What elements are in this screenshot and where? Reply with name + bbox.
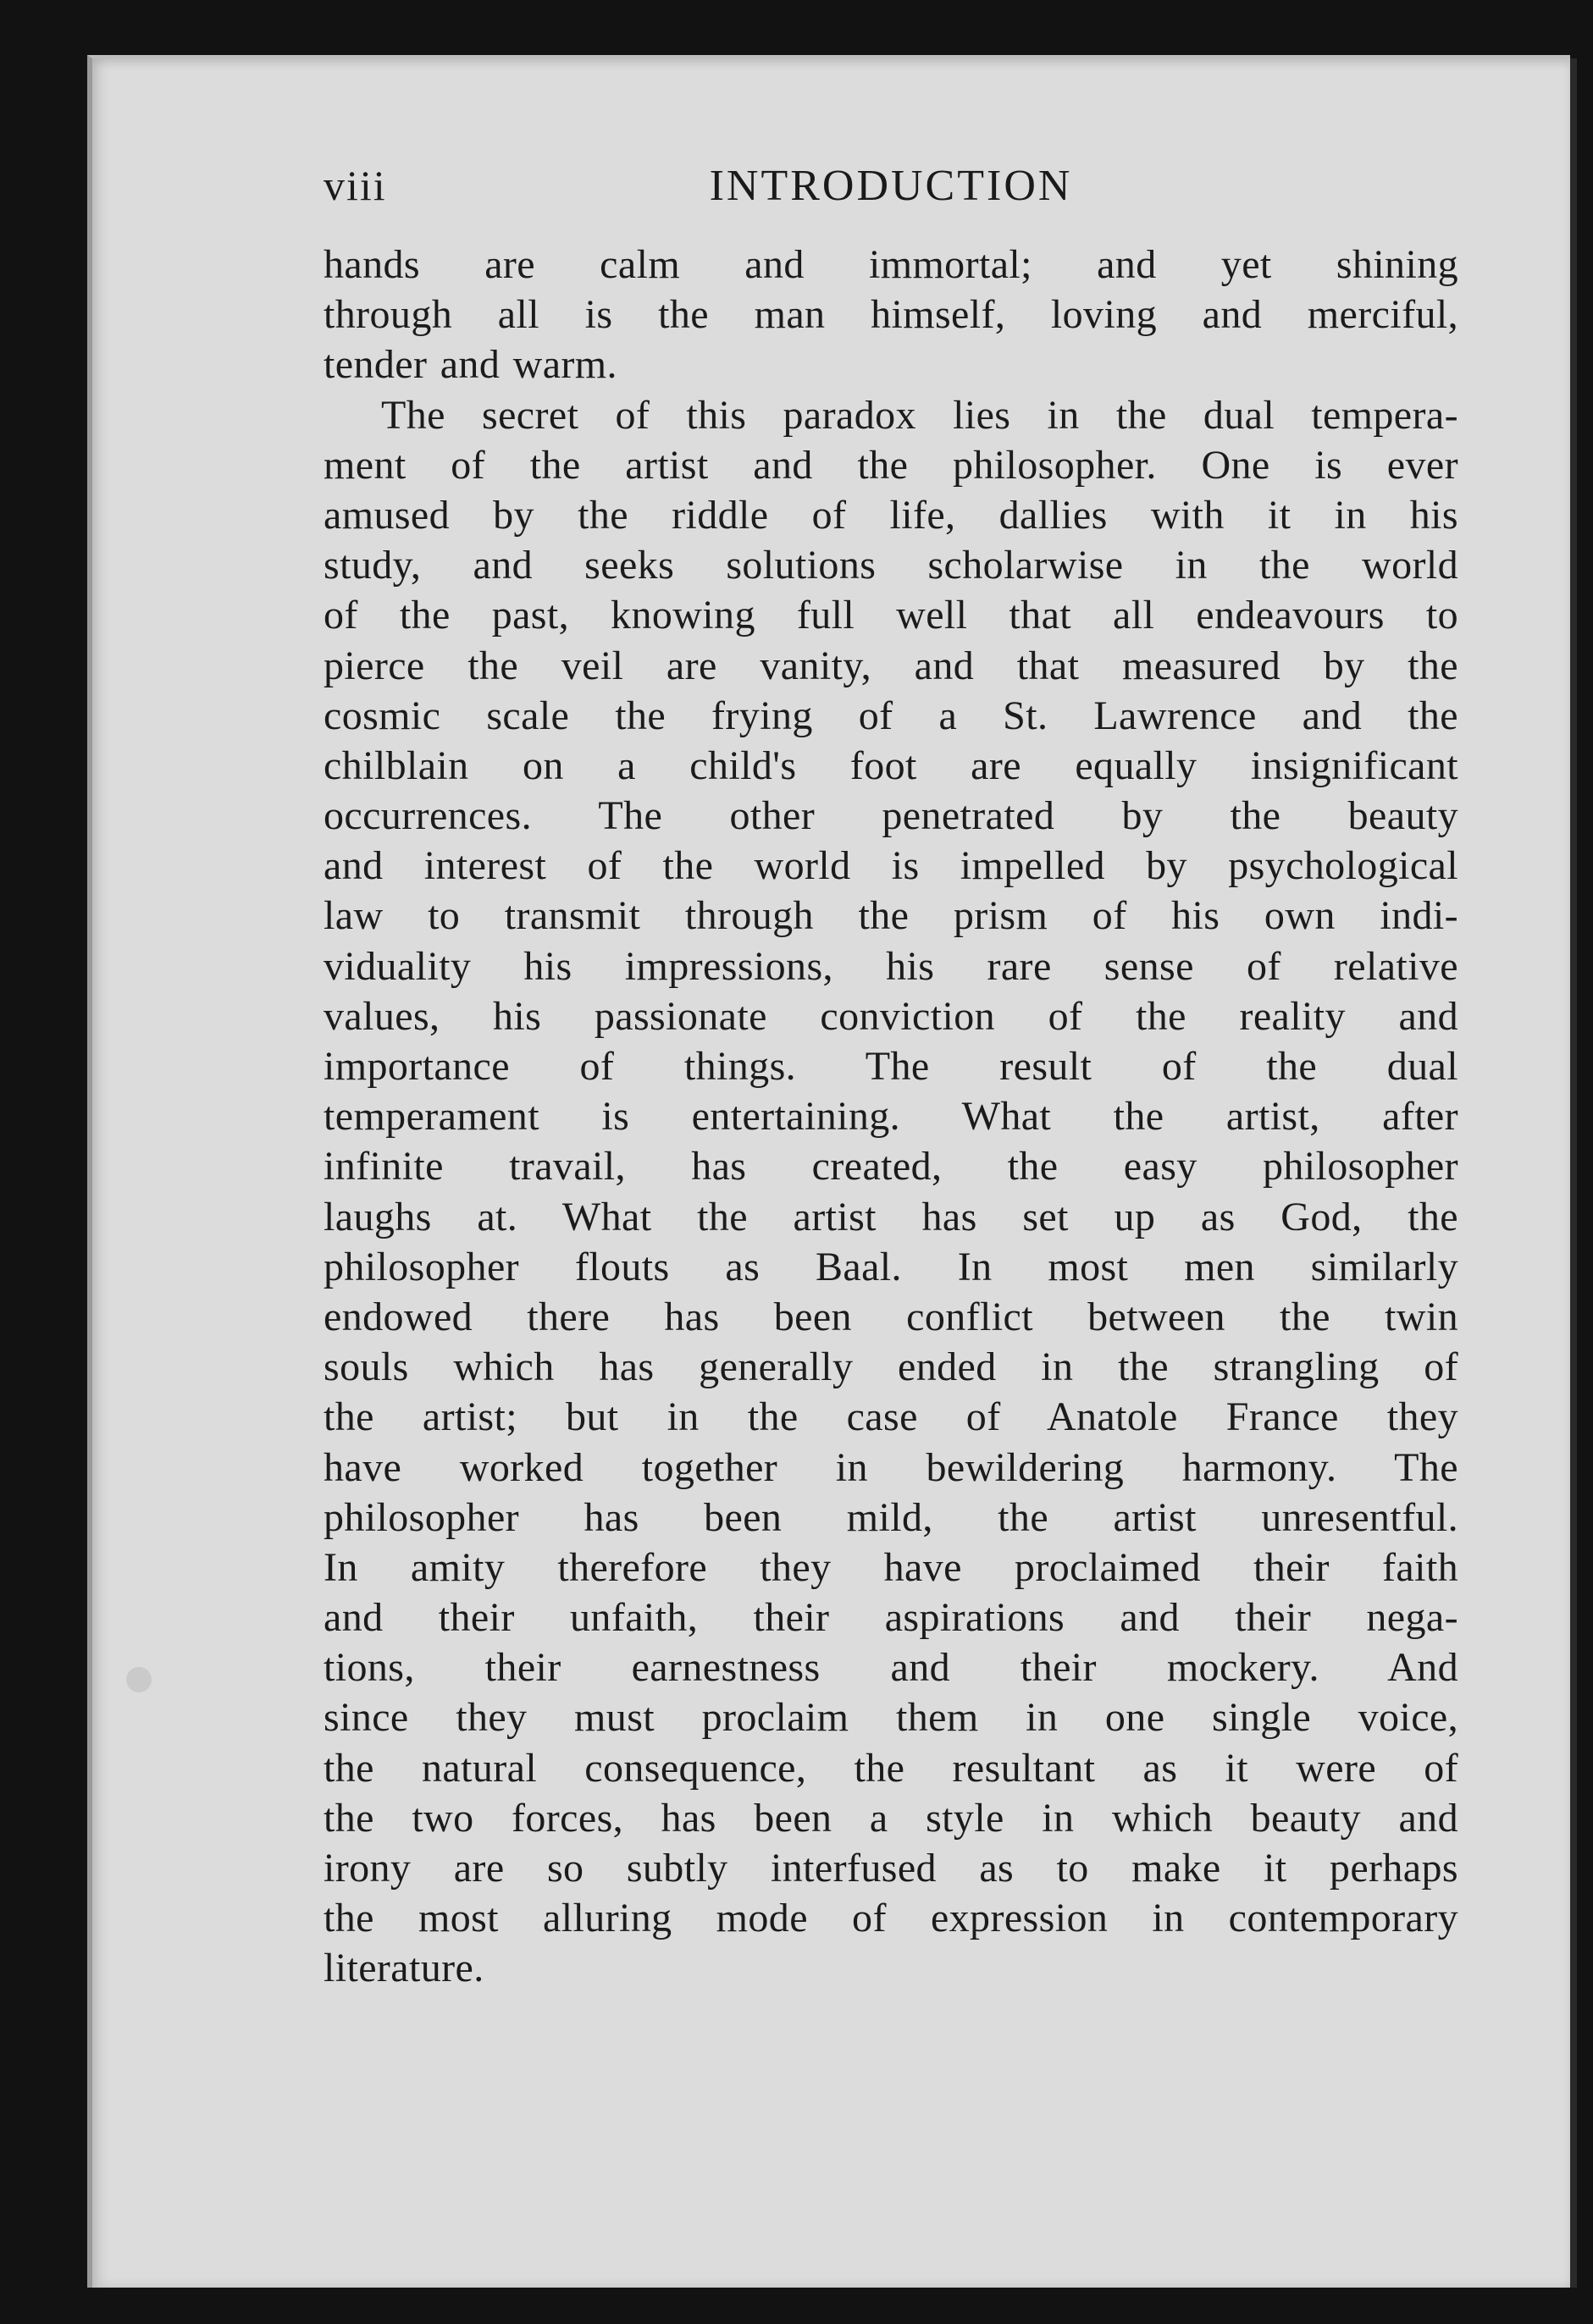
text-line: philosopher flouts as Baal. In most men similarly [324,1244,1458,1289]
page-header [324,152,1458,220]
text-line: cosmic scale the frying of a St. Lawrence and the [324,693,1458,738]
text-line: occurrences. The other penetrated by the beauty [324,793,1458,839]
text-line: laughs at. What the artist has set up as God, the [324,1194,1458,1239]
text-line: and interest of the world is impelled by psychological [324,843,1458,889]
text-line: have worked together in bewildering harmony. The [324,1444,1458,1490]
body-text [324,240,1458,1994]
page-number: viii [324,162,387,209]
text-line: chilblain on a child's foot are equally insignificant [324,742,1458,788]
text-line: study, and seeks solutions scholarwise in the world [324,543,1458,588]
text-line: pierce the veil are vanity, and that measured by the [324,643,1458,688]
text-line: the artist; but in the case of Anatole France they [324,1394,1458,1440]
text-line: values, his passionate conviction of the reality and [324,993,1458,1039]
text-line: the two forces, has been a style in which beauty and [324,1795,1458,1841]
text-line: literature. [324,1946,484,1991]
text-line: ment of the artist and the philosopher. One is ever [324,442,1458,488]
text-line: temperament is entertaining. What the artist, after [324,1094,1458,1140]
text-line: the most alluring mode of expression in contemporary [324,1896,1458,1941]
text-line: tions, their earnestness and their mockery. And [324,1645,1458,1691]
text-line: tender and warm. [324,342,617,388]
text-line: since they must proclaim them in one single voice, [324,1695,1458,1741]
text-line: infinite travail, has created, the easy philosopher [324,1144,1458,1190]
text-line: the natural consequence, the resultant as it were of [324,1745,1458,1791]
text-line: and their unfaith, their aspirations and their nega- [324,1595,1458,1641]
text-line: through all is the man himself, loving and merciful, [324,292,1458,338]
text-line: souls which has generally ended in the strangling of [324,1344,1458,1390]
text-line: In amity therefore they have proclaimed their faith [324,1544,1458,1590]
text-line: law to transmit through the prism of his own indi- [324,893,1458,939]
page-speck [126,1667,152,1692]
text-line: The secret of this paradox lies in the dual tempera- [381,392,1458,438]
text-line: irony are so subtly interfused as to make it perhaps [324,1846,1458,1891]
text-line: importance of things. The result of the dual [324,1044,1458,1089]
text-line: viduality his impressions, his rare sense of relative [324,943,1458,989]
running-title: INTRODUCTION [709,162,1073,210]
text-line: of the past, knowing full well that all endeavours to [324,593,1458,638]
text-line: amused by the riddle of life, dallies with it in his [324,492,1458,538]
text-line: endowed there has been conflict between the twin [324,1294,1458,1339]
text-line: philosopher has been mild, the artist unresentful. [324,1494,1458,1540]
text-line: hands are calm and immortal; and yet shining [324,242,1458,287]
